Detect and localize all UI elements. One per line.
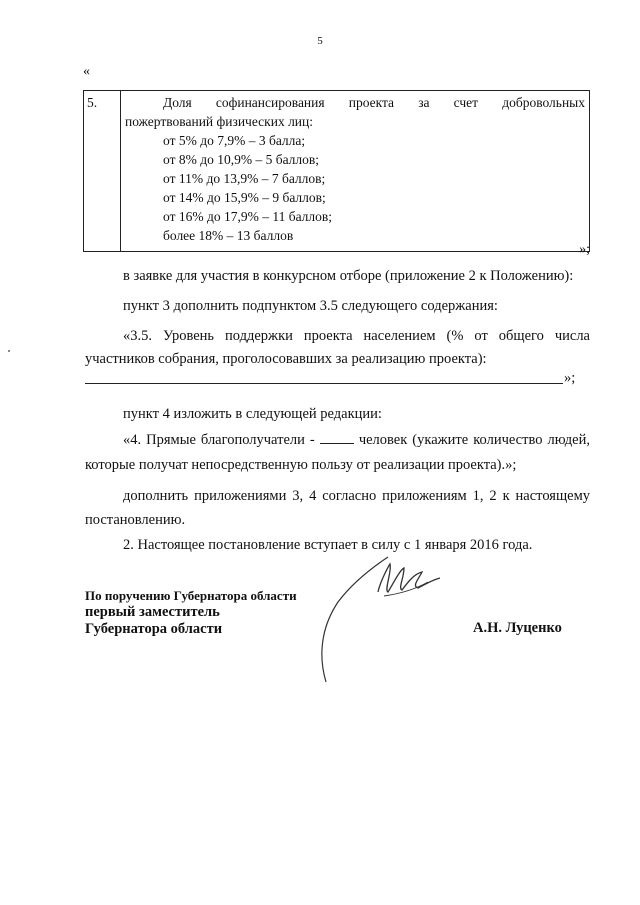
criteria-number: 5. bbox=[84, 91, 121, 252]
signatory-name: А.Н. Луценко bbox=[473, 620, 562, 636]
closing-quote: »; bbox=[579, 242, 590, 257]
paragraph-subpoint-line1: «3.5. Уровень поддержки проекта населением (% от общего числа bbox=[123, 328, 590, 344]
paragraph-effective-date: 2. Настоящее постановление вступает в силу с 1 января 2016 года. bbox=[123, 537, 533, 553]
paragraph-appendices-line1: дополнить приложениями 3, 4 согласно приложениям 1, 2 к настоящему bbox=[123, 488, 590, 504]
list-item: более 18% – 13 баллов bbox=[163, 228, 294, 243]
criteria-description-cont: пожертвований физических лиц: bbox=[125, 114, 314, 129]
handwritten-signature bbox=[318, 552, 458, 687]
beneficiaries-blank bbox=[320, 431, 354, 444]
list-item: от 11% до 13,9% – 7 баллов; bbox=[163, 171, 326, 186]
list-item: от 16% до 17,9% – 11 баллов; bbox=[163, 209, 333, 224]
criteria-body bbox=[121, 91, 590, 252]
paragraph-subpoint-line2: участников собрания, проголосовавших за реализацию проекта): bbox=[85, 351, 487, 367]
opening-quote: « bbox=[83, 64, 90, 79]
paragraph-beneficiaries-line1 bbox=[85, 430, 590, 450]
paragraph-application: в заявке для участия в конкурсном отборе (приложение 2 к Положению): bbox=[123, 268, 574, 284]
signatory-line1: По поручению Губернатора области bbox=[85, 588, 297, 603]
paragraph-point3: пункт 3 дополнить подпунктом 3.5 следующего содержания: bbox=[123, 298, 498, 314]
fill-in-line-end: »; bbox=[564, 370, 576, 386]
criteria-description: Доля софинансирования проекта за счет добровольных bbox=[163, 95, 585, 110]
paragraph-point4: пункт 4 изложить в следующей редакции: bbox=[123, 406, 382, 422]
page-number: 5 bbox=[317, 35, 323, 47]
list-item: от 5% до 7,9% – 3 балла; bbox=[163, 133, 306, 148]
list-item: от 8% до 10,9% – 5 баллов; bbox=[163, 152, 320, 167]
signatory-block bbox=[85, 587, 297, 638]
signatory-line3: Губернатора области bbox=[85, 621, 223, 637]
beneficiaries-text-a: «4. Прямые благополучатели - bbox=[123, 432, 315, 448]
signatory-line2: первый заместитель bbox=[85, 604, 220, 620]
paragraph-appendices-line2: постановлению. bbox=[85, 512, 186, 528]
criteria-table bbox=[83, 90, 590, 252]
beneficiaries-text-b: человек (укажите количество людей, bbox=[358, 432, 590, 448]
paragraph-beneficiaries-line2: которые получат непосредственную пользу от реализации проекта).»; bbox=[85, 457, 517, 473]
margin-mark bbox=[8, 350, 10, 352]
list-item: от 14% до 15,9% – 9 баллов; bbox=[163, 190, 326, 205]
table-row bbox=[84, 91, 590, 252]
fill-in-line bbox=[85, 382, 563, 384]
